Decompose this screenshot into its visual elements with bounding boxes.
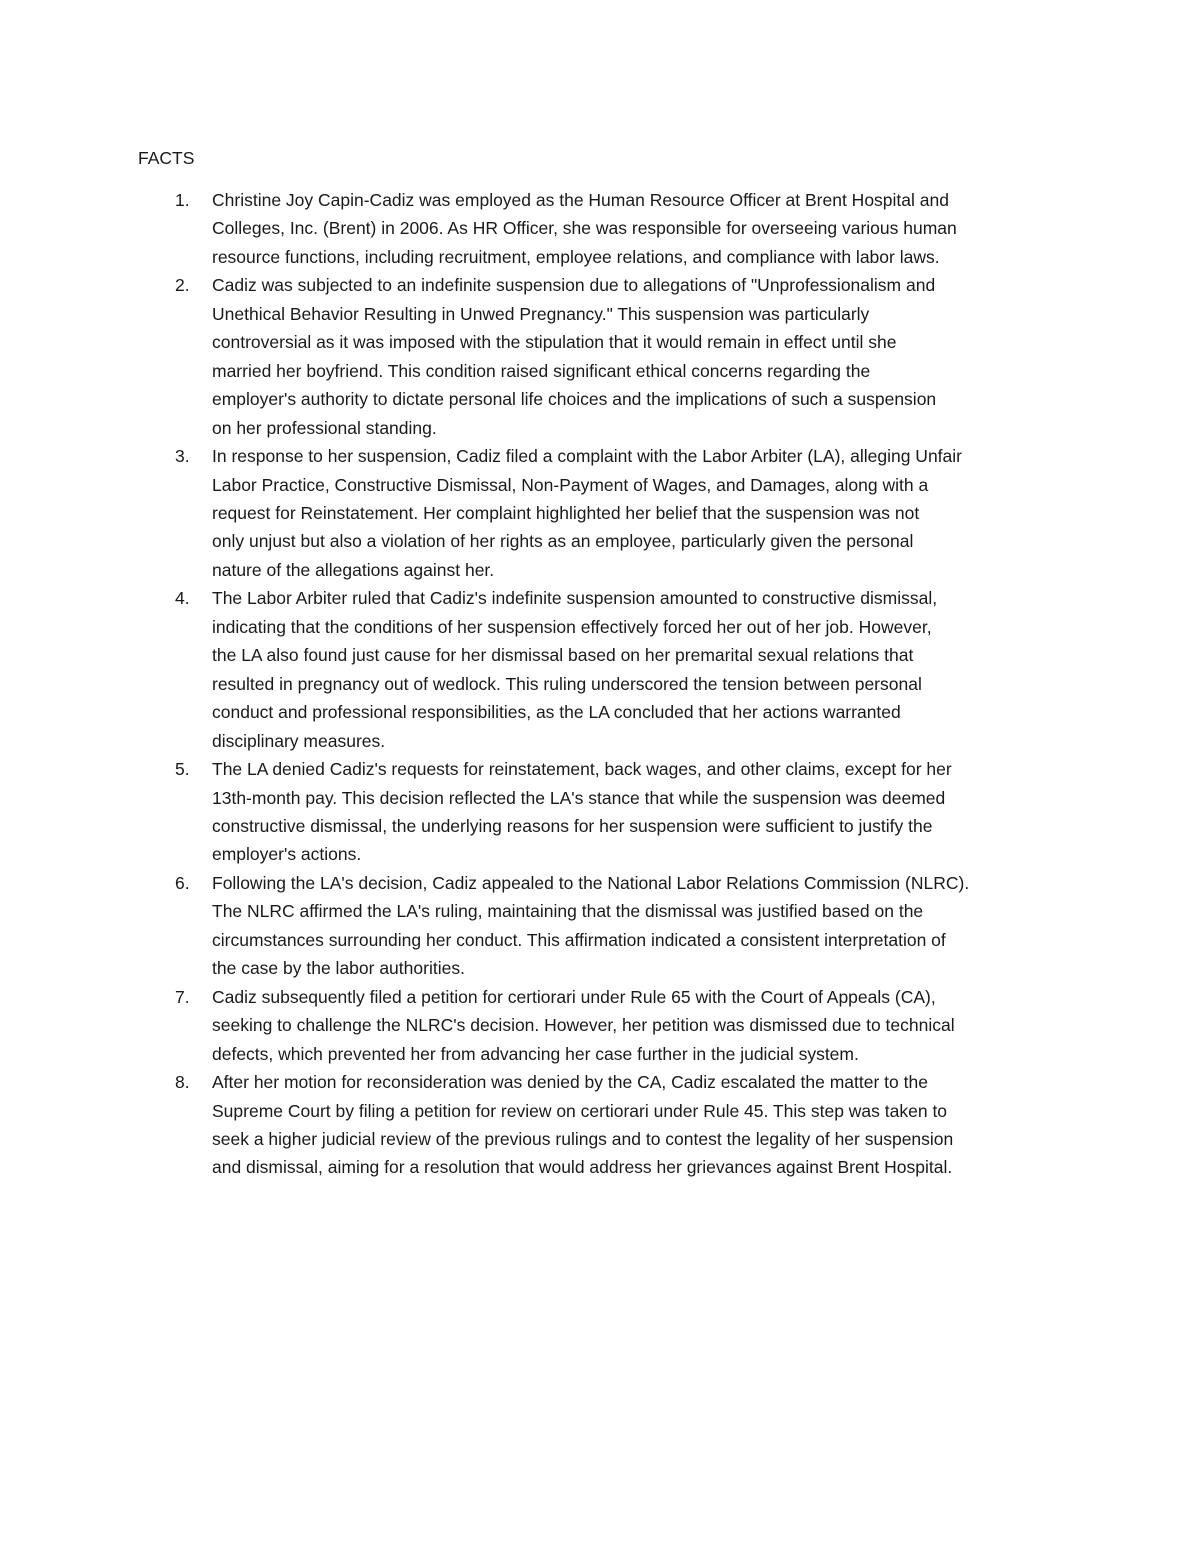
fact-item-8 [138,1068,1064,1182]
fact-text: Cadiz subsequently filed a petition for certiorari under Rule 65 with the Court of Appeals (CA), seeking to challenge the NLRC's decision. However, her petition was dismissed due to technical defects, which prevented her from advancing her case further in the judicial system. [212,986,955,1064]
fact-number: 6. [175,872,190,893]
fact-item-1 [138,186,1064,271]
fact-text: The LA denied Cadiz's requests for reinstatement, back wages, and other claims, except for her 13th-month pay. This decision reflected the LA's stance that while the suspension was deemed constructive dismissal, the underlying reasons for her suspension were sufficient to justify the employer's actions. [212,759,952,865]
fact-number: 5. [175,759,190,780]
facts-list [138,186,1064,1182]
fact-item-7 [138,983,1064,1068]
fact-number: 8. [175,1072,190,1093]
fact-text: Following the LA's decision, Cadiz appealed to the National Labor Relations Commission (NLRC). The NLRC affirmed the LA's ruling, maintaining that the dismissal was justified based on the circumstances surrounding her conduct. This affirmation indicated a consistent interpretation of the case by the labor authorities. [212,872,970,979]
fact-number: 7. [175,986,190,1007]
fact-text: Cadiz was subjected to an indefinite suspension due to allegations of "Unprofessionalism and Unethical Behavior Resulting in Unwed Pregnancy." This suspension was particularly controversial as it was imposed with the stipulation that it would remain in effect until she married her boyfriend. This condition raised significant ethical concerns regarding the employer's authority to dictate personal life choices and the implications of such a suspension on her professional standing. [212,275,937,438]
fact-text: The Labor Arbiter ruled that Cadiz's indefinite suspension amounted to constructive dismissal, indicating that the conditions of her suspension effectively forced her out of her job. However, the LA also found just cause for her dismissal based on her premarital sexual relations that resulted in pregnancy out of wedlock. This ruling underscored the tension between personal conduct and professional responsibilities, as the LA concluded that her actions warranted disciplinary measures. [212,588,938,751]
fact-item-2 [138,271,1064,442]
fact-number: 4. [175,588,190,609]
fact-number: 2. [175,275,190,296]
fact-item-6 [138,869,1064,983]
section-heading: FACTS [138,148,195,168]
fact-text: Christine Joy Capin-Cadiz was employed as the Human Resource Officer at Brent Hospital and Colleges, Inc. (Brent) in 2006. As HR Officer, she was responsible for overseeing various human resource functions, including recruitment, employee relations, and compliance with labor laws. [212,190,957,267]
fact-number: 3. [175,446,190,467]
fact-item-5 [138,755,1064,869]
fact-item-4 [138,584,1064,755]
fact-text: After her motion for reconsideration was denied by the CA, Cadiz escalated the matter to the Supreme Court by filing a petition for review on certiorari under Rule 45. This step was taken to seek a higher judicial review of the previous rulings and to contest the legality of her suspension and dismissal, aiming for a resolution that would address her grievances against Brent Hospital. [212,1072,954,1178]
fact-item-3 [138,442,1064,584]
fact-number: 1. [175,190,190,210]
fact-text: In response to her suspension, Cadiz filed a complaint with the Labor Arbiter (LA), alleging Unfair Labor Practice, Constructive Dismissal, Non-Payment of Wages, and Damages, along with a request for Reinstatement. Her complaint highlighted her belief that the suspension was not only unjust but also a violation of her rights as an employee, particularly given the personal nature of the allegations against her. [212,446,962,580]
